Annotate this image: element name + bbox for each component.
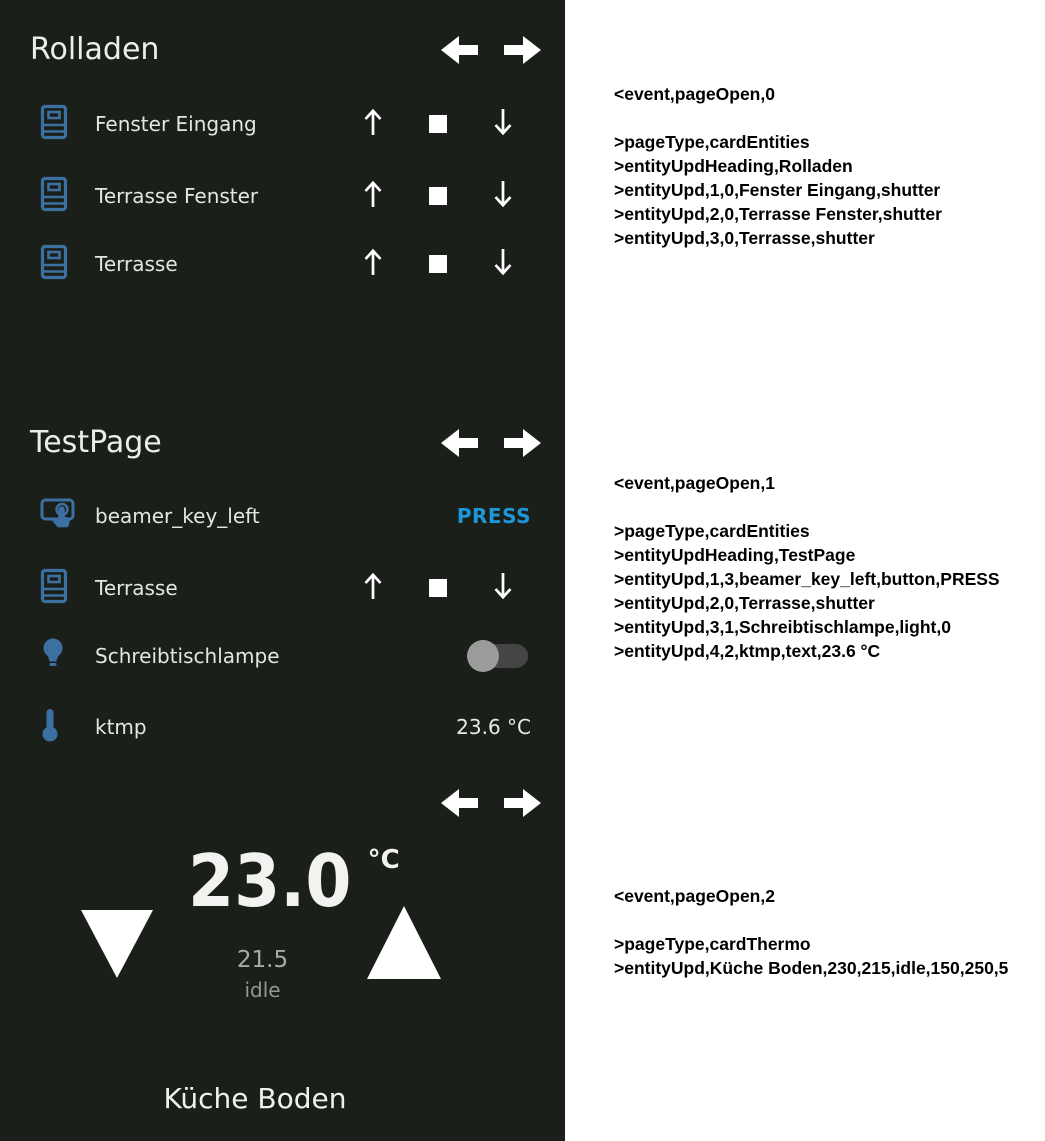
protocol-block-page0 [614, 82, 1039, 250]
arrow-down-icon [492, 179, 514, 209]
entity-label: Terrasse [95, 252, 178, 276]
protocol-line: >entityUpd,Küche Boden,230,215,idle,150,250,5 [614, 958, 1009, 978]
target-temperature: 21.5 [236, 947, 289, 973]
protocol-line: >entityUpd,3,0,Terrasse,shutter [614, 228, 875, 248]
toggle-knob [467, 640, 499, 672]
stop-square-icon [429, 187, 447, 205]
stop-square-icon [429, 115, 447, 133]
nav-next-button[interactable] [504, 428, 542, 458]
thermostat-entity-name: Küche Boden [163, 1082, 347, 1115]
entity-label: beamer_key_left [95, 504, 260, 528]
protocol-block-page2 [614, 884, 1039, 980]
protocol-line: >entityUpd,3,1,Schreibtischlampe,light,0 [614, 617, 951, 637]
shutter-up-button[interactable] [362, 179, 384, 213]
protocol-line: >entityUpdHeading,TestPage [614, 545, 856, 565]
entity-label: ktmp [95, 715, 147, 739]
gesture-tap-button-icon [40, 497, 78, 535]
arrow-up-icon [362, 571, 384, 601]
shutter-down-button[interactable] [492, 179, 514, 213]
entity-row [0, 703, 565, 751]
nav-next-button[interactable] [504, 35, 542, 65]
temperature-unit: °C [367, 845, 400, 875]
arrow-left-block-icon [440, 788, 478, 818]
arrow-up-icon [362, 247, 384, 277]
thermometer-icon [40, 707, 60, 747]
protocol-line: >entityUpd,4,2,ktmp,text,23.6 °C [614, 641, 881, 661]
entity-label: Terrasse Fenster [95, 184, 259, 208]
window-shutter-icon [40, 104, 68, 144]
page-title: Rolladen [30, 32, 160, 67]
shutter-stop-button[interactable] [429, 115, 447, 133]
page-title: TestPage [30, 425, 162, 460]
protocol-line: >pageType,cardEntities [614, 132, 810, 152]
entity-row [0, 632, 565, 680]
protocol-line: >entityUpdHeading,Rolladen [614, 156, 853, 176]
protocol-line: >pageType,cardThermo [614, 934, 811, 954]
shutter-stop-button[interactable] [429, 579, 447, 597]
protocol-line [614, 908, 1039, 932]
window-shutter-icon [40, 244, 68, 284]
press-button[interactable]: PRESS [456, 504, 531, 528]
arrow-right-block-icon [504, 428, 542, 458]
entity-label: Schreibtischlampe [95, 644, 280, 668]
shutter-up-button[interactable] [362, 107, 384, 141]
temp-increase-button[interactable] [367, 906, 441, 979]
protocol-line: >entityUpd,2,0,Terrasse,shutter [614, 593, 875, 613]
protocol-line: <event,pageOpen,2 [614, 886, 775, 906]
arrow-up-icon [362, 107, 384, 137]
protocol-line: <event,pageOpen,1 [614, 473, 775, 493]
protocol-line: >entityUpd,1,3,beamer_key_left,button,PRESS [614, 569, 1000, 589]
arrow-right-block-icon [504, 35, 542, 65]
shutter-down-button[interactable] [492, 571, 514, 605]
temp-decrease-button[interactable] [81, 910, 153, 978]
hvac-state: idle [244, 978, 281, 1002]
arrow-down-icon [492, 107, 514, 137]
nav-next-button[interactable] [504, 788, 542, 818]
sensor-value: 23.6 °C [456, 715, 531, 739]
shutter-up-button[interactable] [362, 571, 384, 605]
arrow-down-icon [492, 247, 514, 277]
protocol-block-page1 [614, 471, 1039, 663]
stop-square-icon [429, 579, 447, 597]
protocol-line: >entityUpd,2,0,Terrasse Fenster,shutter [614, 204, 942, 224]
protocol-line: >entityUpd,1,0,Fenster Eingang,shutter [614, 180, 941, 200]
entity-row [0, 240, 565, 288]
nav-prev-button[interactable] [440, 35, 478, 65]
window-shutter-icon [40, 568, 68, 608]
current-temperature-value: 23.0 [188, 839, 352, 923]
arrow-left-block-icon [440, 35, 478, 65]
shutter-down-button[interactable] [492, 247, 514, 281]
window-shutter-icon [40, 176, 68, 216]
arrow-up-icon [362, 179, 384, 209]
stop-square-icon [429, 255, 447, 273]
entity-label: Fenster Eingang [95, 112, 257, 136]
protocol-line [614, 106, 1039, 130]
shutter-stop-button[interactable] [429, 187, 447, 205]
arrow-right-block-icon [504, 788, 542, 818]
arrow-left-block-icon [440, 428, 478, 458]
shutter-up-button[interactable] [362, 247, 384, 281]
entity-row [0, 172, 565, 220]
lightbulb-icon [40, 637, 66, 675]
entity-row [0, 564, 565, 612]
light-toggle[interactable] [467, 640, 528, 672]
nav-prev-button[interactable] [440, 428, 478, 458]
arrow-down-icon [492, 571, 514, 601]
shutter-down-button[interactable] [492, 107, 514, 141]
protocol-line [614, 495, 1039, 519]
protocol-line: <event,pageOpen,0 [614, 84, 775, 104]
entity-label: Terrasse [95, 576, 178, 600]
protocol-line: >pageType,cardEntities [614, 521, 810, 541]
entity-row [0, 100, 565, 148]
nav-prev-button[interactable] [440, 788, 478, 818]
entity-row [0, 492, 565, 540]
shutter-stop-button[interactable] [429, 255, 447, 273]
